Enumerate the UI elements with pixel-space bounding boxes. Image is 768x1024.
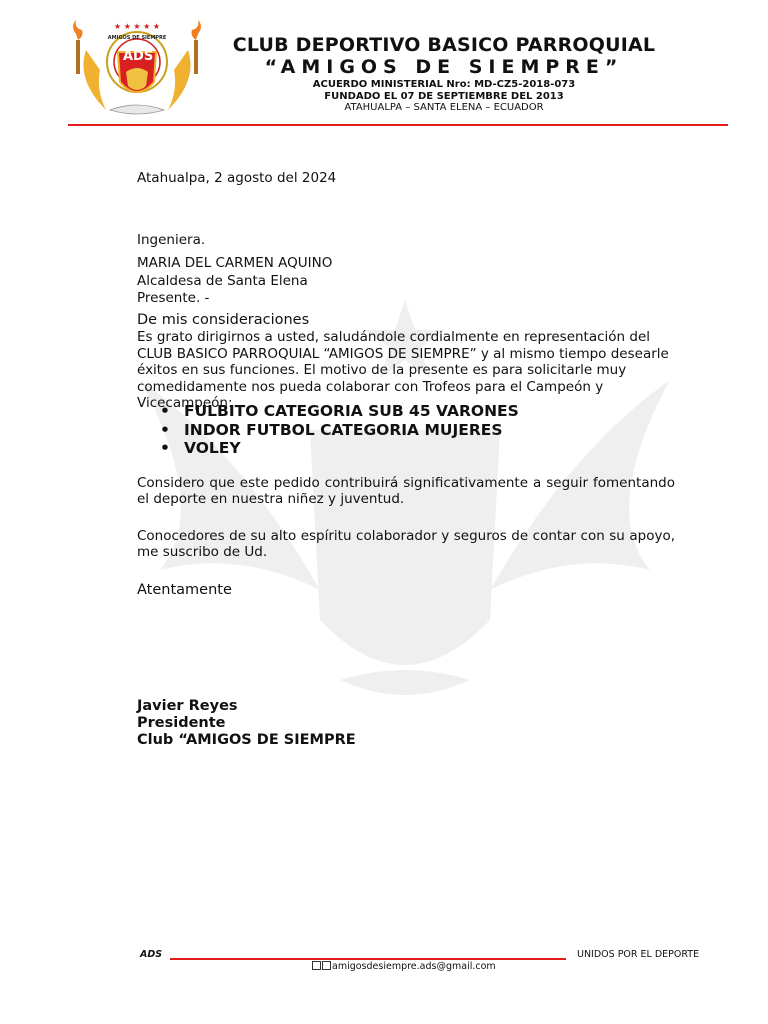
presente-line: Presente. - bbox=[137, 290, 210, 306]
email-icon bbox=[322, 961, 331, 970]
body-paragraph-1 bbox=[137, 329, 675, 412]
signer-name: Javier Reyes bbox=[137, 698, 238, 714]
club-logo bbox=[66, 20, 208, 124]
footer-motto: UNIDOS POR EL DEPORTE bbox=[577, 949, 700, 960]
body-paragraph-2: Considero que este pedido contribuirá significativamente a seguir fomentando el deporte en nuestra niñez y juventud. bbox=[137, 475, 675, 507]
list-item: • INDOR FUTBOL CATEGORIA MUJERES bbox=[160, 421, 519, 440]
list-item: • FULBITO CATEGORIA SUB 45 VARONES bbox=[160, 402, 519, 421]
body-paragraph-1-text: Es grato dirigirnos a usted, saludándole cordialmente en representación del CLUB BASICO PARROQUIAL “AMIGOS DE SIEMPRE” y al mismo tiempo desearle éxitos en sus funciones. El motivo de la presente es para solicitarle muy comedidamente nos pueda colaborar con Trofeos para el Campeón y Vicecampeón: bbox=[137, 329, 669, 411]
logo-abbr: ADS bbox=[123, 49, 154, 64]
list-item: • VOLEY bbox=[160, 439, 519, 458]
signer-org: Club “AMIGOS DE SIEMPRE bbox=[137, 732, 356, 748]
recipient-title: Ingeniera. bbox=[137, 232, 206, 248]
salutation: De mis consideraciones bbox=[137, 312, 310, 328]
footer-abbr: ADS bbox=[140, 949, 163, 960]
footer-email-row bbox=[312, 961, 496, 972]
footer-email[interactable]: amigosdesiempre.ads@gmail.com bbox=[332, 961, 496, 972]
header-divider bbox=[68, 124, 728, 126]
email-icon bbox=[312, 961, 321, 970]
club-location: ATAHUALPA – SANTA ELENA – ECUADOR bbox=[344, 102, 544, 113]
trophy-categories-list bbox=[160, 402, 519, 458]
ministerial-agreement: ACUERDO MINISTERIAL Nro: MD-CZ5-2018-073 bbox=[312, 79, 576, 90]
founded-date: FUNDADO EL 07 DE SEPTIEMBRE DEL 2013 bbox=[324, 91, 564, 102]
svg-text:★ ★ ★ ★ ★: ★ ★ ★ ★ ★ bbox=[114, 22, 161, 31]
closing: Atentamente bbox=[137, 582, 232, 598]
recipient-name: MARIA DEL CARMEN AQUINO bbox=[137, 255, 333, 271]
footer-divider bbox=[170, 958, 566, 960]
logo-ring-text: AMIGOS DE SIEMPRE bbox=[107, 35, 167, 41]
body-paragraph-3: Conocedores de su alto espíritu colaborador y seguros de contar con su apoyo, me suscribo de Ud. bbox=[137, 528, 675, 560]
club-name: CLUB DEPORTIVO BASICO PARROQUIAL bbox=[232, 34, 656, 56]
place-date: Atahualpa, 2 agosto del 2024 bbox=[137, 170, 337, 186]
signer-role: Presidente bbox=[137, 715, 226, 731]
recipient-role: Alcaldesa de Santa Elena bbox=[137, 273, 308, 289]
club-tagline: “AMIGOS DE SIEMPRE” bbox=[264, 56, 624, 78]
